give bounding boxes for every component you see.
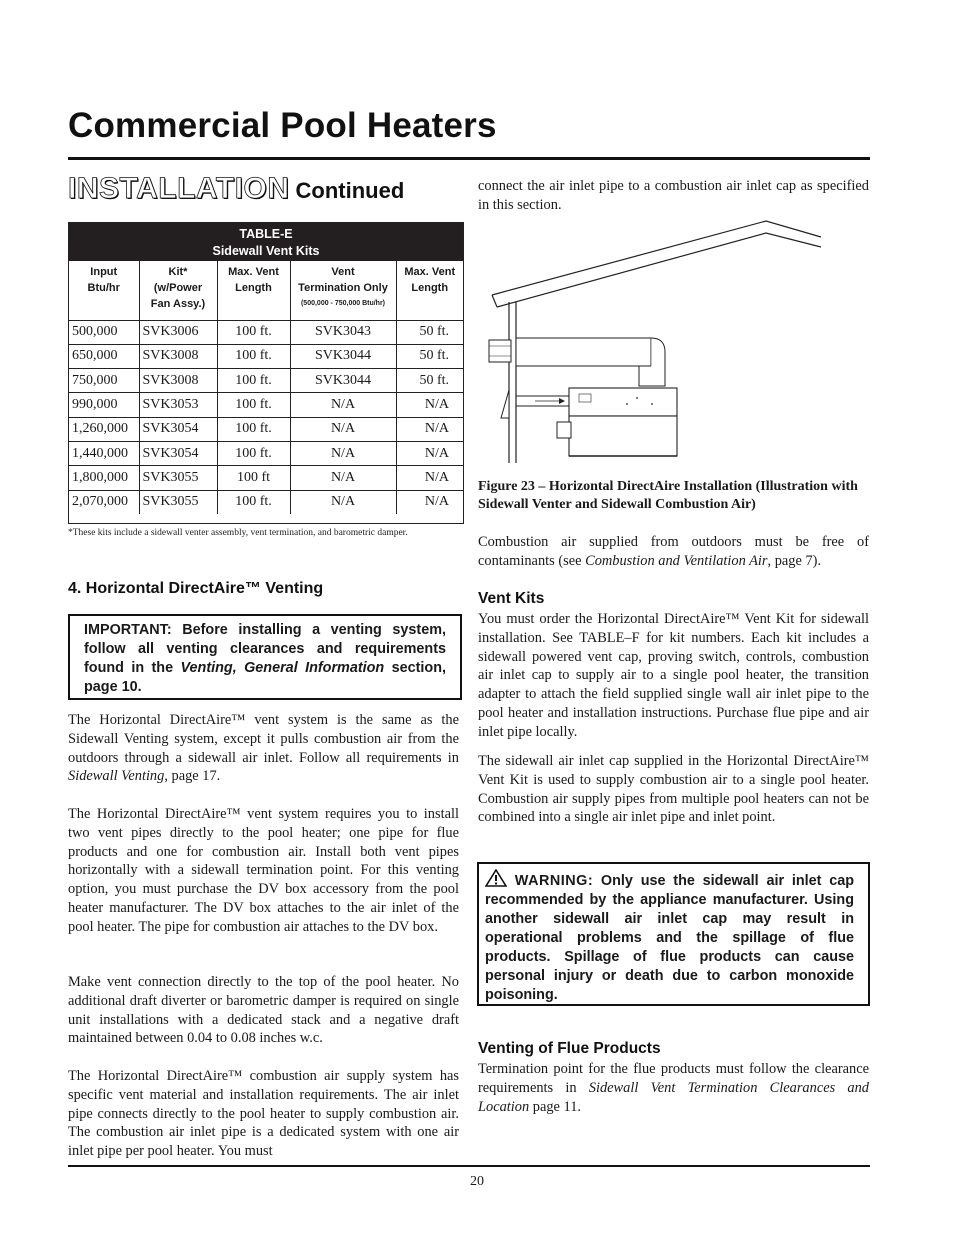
paragraph: connect the air inlet pipe to a combustion air inlet cap as specified in this section. — [478, 178, 869, 213]
warning-label: WARNING: — [514, 873, 594, 889]
table-row — [69, 369, 463, 393]
table-row — [69, 490, 463, 514]
table-cell: SVK3054 — [139, 417, 217, 441]
table-cell: 100 ft. — [217, 393, 290, 417]
paragraph: The sidewall air inlet cap supplied in the Horizontal DirectAire™ Vent Kit is used to supply combustion air to a single pool heater. Combustion air supply pipes from multiple pool heaters can not be combined into a single air inlet pipe and inlet point. — [478, 753, 869, 826]
table-cell: N/A — [396, 417, 463, 441]
table-cell: 50 ft. — [396, 320, 463, 344]
table-cell: 1,800,000 — [69, 466, 139, 490]
table-cell: 100 ft. — [217, 369, 290, 393]
table-cell: 650,000 — [69, 344, 139, 368]
table-cell: 100 ft. — [217, 441, 290, 465]
table-cell: SVK3008 — [139, 344, 217, 368]
table-cell: SVK3006 — [139, 320, 217, 344]
table-row — [69, 417, 463, 441]
table-row — [69, 441, 463, 465]
installation-diagram — [487, 218, 827, 470]
table-cell: SVK3043 — [290, 320, 396, 344]
table-cell: 1,260,000 — [69, 417, 139, 441]
figure-23-illustration — [487, 218, 827, 470]
table-row — [69, 344, 463, 368]
column-header: Vent Termination Only (500,000 - 750,000 Btu/hr) — [290, 261, 396, 320]
warning-notice — [477, 862, 870, 1006]
table-e — [68, 222, 464, 524]
table-cell: N/A — [290, 393, 396, 417]
section-title: INSTALLATION — [68, 172, 290, 205]
table-header — [69, 223, 463, 261]
table-cell: N/A — [290, 417, 396, 441]
table-row — [69, 466, 463, 490]
section-heading — [68, 172, 404, 206]
table-cell: SVK3008 — [139, 369, 217, 393]
table-cell: 100 ft. — [217, 490, 290, 514]
column-header: Kit* (w/Power Fan Assy.) — [139, 261, 217, 320]
table-cell: 990,000 — [69, 393, 139, 417]
table-cell: 100 ft. — [217, 417, 290, 441]
table-cell: 50 ft. — [396, 369, 463, 393]
important-notice: IMPORTANT: Before installing a venting system, follow all venting clearances and requirements found in the Venting, General Information section, page 10. — [68, 614, 462, 700]
table-cell: SVK3055 — [139, 466, 217, 490]
page-number: 20 — [470, 1174, 484, 1189]
table-cell: 1,440,000 — [69, 441, 139, 465]
warning-text: Only use the sidewall air inlet cap recommended by the appliance manufacturer. Using another sidewall air inlet cap may result in operational problems and the spillage of flue products. Spillage of flue products can cause personal injury or death due to carbon monoxide poisoning. — [485, 873, 855, 1003]
paragraph: Make vent connection directly to the top of the pool heater. No additional draft diverter or barometric damper is required on single unit installations with a dedicated stack and a negative draft maintained between 0.04 to 0.08 inches w.c. — [68, 974, 459, 1047]
vent-kits-heading: Vent Kits — [478, 590, 545, 607]
table-subtitle: Sidewall Vent Kits — [212, 244, 320, 258]
table-row — [69, 393, 463, 417]
table-cell: 50 ft. — [396, 344, 463, 368]
table-cell: SVK3044 — [290, 369, 396, 393]
table-cell: N/A — [396, 466, 463, 490]
table-cell: 750,000 — [69, 369, 139, 393]
table-cell: SVK3054 — [139, 441, 217, 465]
table-body — [69, 320, 463, 514]
table-title: TABLE-E — [239, 227, 293, 241]
warning-triangle-icon — [485, 869, 507, 887]
table-cell: N/A — [396, 490, 463, 514]
table-cell: N/A — [290, 490, 396, 514]
table-cell: 100 ft. — [217, 320, 290, 344]
table-cell: 500,000 — [69, 320, 139, 344]
table-cell: N/A — [290, 466, 396, 490]
bottom-rule — [68, 1165, 870, 1167]
table-cell: 100 ft. — [217, 344, 290, 368]
venting-flue-products-heading: Venting of Flue Products — [478, 1040, 661, 1057]
column-header: Input Btu/hr — [87, 266, 120, 294]
table-column-headers — [69, 261, 463, 320]
page-title: Commercial Pool Heaters — [68, 106, 497, 145]
paragraph: Combustion air supplied from outdoors must be free of contaminants (see Combustion and Ventilation Air, page 7). — [478, 534, 869, 569]
figure-caption: Figure 23 – Horizontal DirectAire Installation (Illustration with Sidewall Venter and Sidewall Combustion Air) — [478, 479, 858, 512]
section-continued: Continued — [295, 178, 405, 203]
table-cell: 100 ft — [217, 466, 290, 490]
paragraph: The Horizontal DirectAire™ vent system is the same as the Sidewall Venting system, except it pulls combustion air from the outdoors through a sidewall air inlet. Follow all requirements in Sidewall Venting, page 17. — [68, 712, 459, 785]
table-cell: N/A — [396, 441, 463, 465]
horizontal-directaire-heading: 4. Horizontal DirectAire™ Venting — [68, 580, 324, 597]
table-row — [69, 320, 463, 344]
table-cell: SVK3044 — [290, 344, 396, 368]
paragraph: Termination point for the flue products must follow the clearance requirements in Sidewall Vent Termination Clearances and Location page 11. — [478, 1061, 870, 1115]
paragraph: You must order the Horizontal DirectAire™ Vent Kit for sidewall installation. See TABLE–F for kit numbers. Each kit includes a sidewall powered vent cap, proving switch, controls, combustion air inlet cap to supply air to a single pool heater, the transition adapter to attach the field supplied single wall air inlet pipe to the pool heater and installation instructions. Purchase flue pipe and air inlet pipe locally. — [478, 611, 869, 740]
vent-kits-table — [69, 261, 463, 514]
table-cell: N/A — [290, 441, 396, 465]
paragraph: The Horizontal DirectAire™ combustion air supply system has specific vent material and installation requirements. The air inlet pipe connects directly to the pool heater to supply combustion air. The combustion air inlet pipe is a dedicated system with one air inlet pipe per pool heater. You must — [68, 1068, 459, 1160]
title-rule — [68, 157, 870, 160]
table-cell: SVK3053 — [139, 393, 217, 417]
table-footnote: *These kits include a sidewall venter assembly, vent termination, and barometric damper. — [68, 528, 408, 538]
column-header: Max. Vent Length — [396, 261, 463, 320]
table-cell: N/A — [396, 393, 463, 417]
column-header: Max. Vent Length — [217, 261, 290, 320]
table-cell: SVK3055 — [139, 490, 217, 514]
table-cell: 2,070,000 — [69, 490, 139, 514]
paragraph: The Horizontal DirectAire™ vent system requires you to install two vent pipes directly to the pool heater; one pipe for flue products and one for combustion air. Install both vent pipes horizontally with a sidewall termination point. For this venting option, you must purchase the DV box accessory from the pool heater manufacturer. The DV box attaches to the air inlet of the pool heater. The pipe for combustion air attaches to the DV box. — [68, 806, 459, 935]
